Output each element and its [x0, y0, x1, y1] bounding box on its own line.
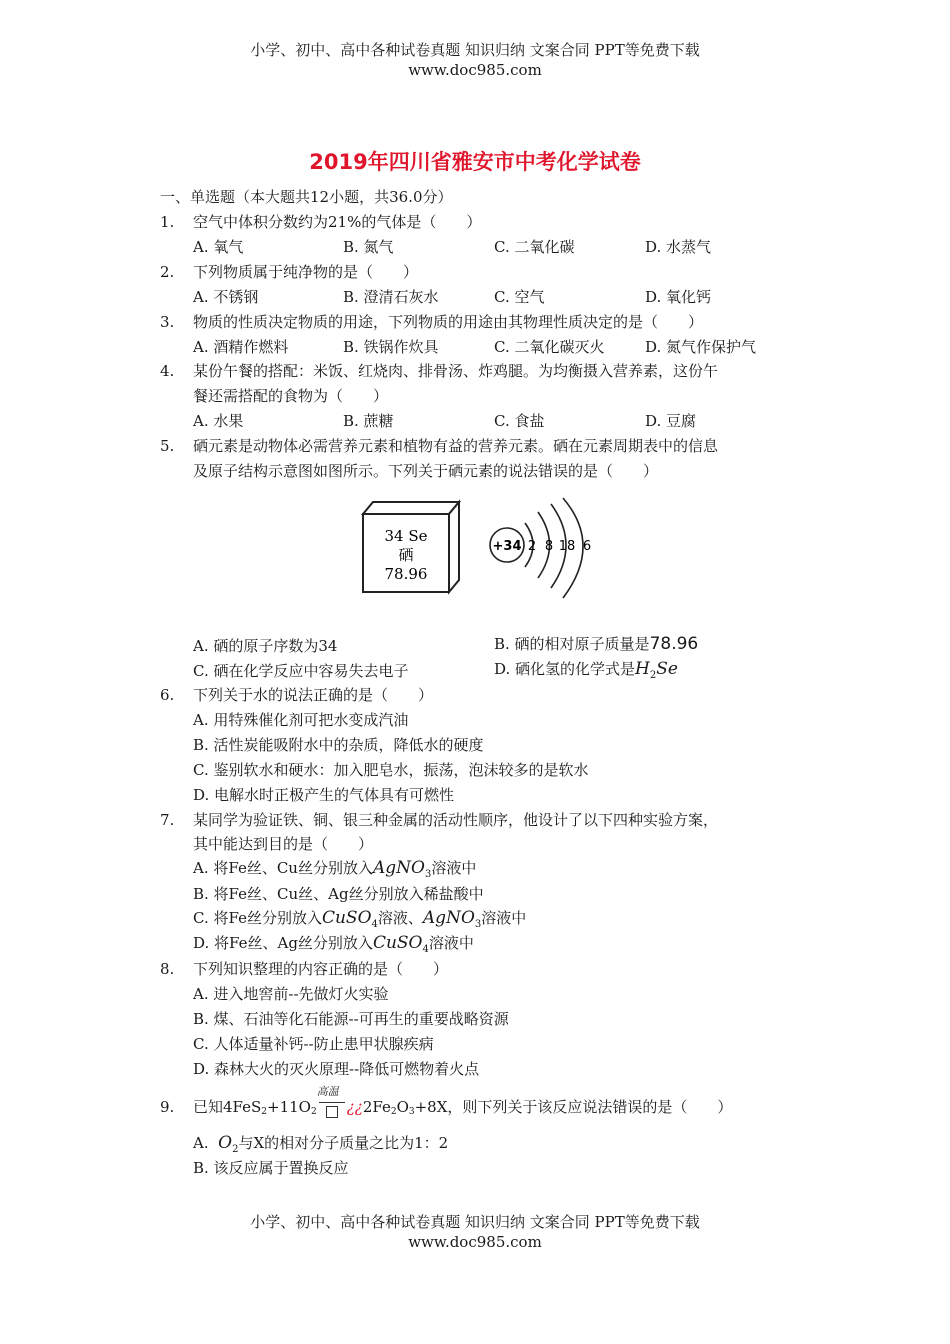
question-text: 某同学为验证铁、铜、银三种金属的活动性顺序，他设计了以下四种实验方案， [193, 811, 719, 829]
garbled-char: ¿ [354, 1098, 363, 1116]
question-number: 7. [160, 811, 175, 829]
arrow-line [319, 1102, 345, 1103]
shell-electrons-4: 6 [582, 539, 592, 554]
option-a[interactable] [193, 858, 476, 885]
option-d[interactable]: D. 氧化钙 [645, 288, 712, 306]
option-c[interactable]: C. 二氧化碳 [494, 238, 575, 256]
option-text: D. 将Fe丝、Ag丝分别放入 [193, 934, 373, 952]
option-text: 溶液中 [431, 859, 477, 877]
option-c[interactable] [193, 908, 526, 935]
option-b[interactable]: B. 该反应属于置换反应 [193, 1159, 349, 1177]
option-c[interactable]: C. 二氧化碳灭火 [494, 338, 605, 356]
reaction-condition: 高温 [316, 1085, 339, 1098]
option-b[interactable] [494, 634, 698, 654]
question-number: 8. [160, 960, 175, 978]
equation-text: 已知4FeS [193, 1098, 262, 1116]
equation-text: +8X，则下列关于该反应说法错误的是（ ） [414, 1098, 733, 1116]
option-text: C. 将Fe丝分别放入 [193, 909, 322, 927]
question-text: 某份午餐的搭配：米饭、红烧肉、排骨汤、炸鸡腿。为均衡摄入营养素，这份午 [193, 362, 719, 380]
equation-text: +11O [267, 1098, 311, 1116]
question-number: 5. [160, 437, 175, 455]
selenium-figure [355, 496, 600, 626]
page-title: 2019年四川省雅安市中考化学试卷 [309, 150, 641, 174]
equation-text: O [396, 1098, 409, 1116]
option-b[interactable]: B. 澄清石灰水 [343, 288, 439, 306]
question-text-line-2: 餐还需搭配的食物为（ ） [193, 387, 389, 405]
formula-part: O [411, 858, 425, 878]
option-a[interactable]: A. 硒的原子序数为34 [193, 637, 338, 655]
formula-part: O [460, 908, 475, 928]
formula-sub: 3 [474, 919, 482, 930]
question-text: 下列物质属于纯净物的是（ ） [193, 263, 419, 281]
formula-sub: 2 [232, 1144, 239, 1155]
shell-electrons-1: 2 [527, 539, 537, 554]
question-text: 硒元素是动物体必需营养元素和植物有益的营养元素。硒在元素周期表中的信息 [193, 437, 719, 455]
section-heading: 一、单选题（本大题共12小题，共36.0分） [160, 188, 453, 206]
option-b[interactable]: B. 煤、石油等化石能源--可再生的重要战略资源 [193, 1010, 509, 1028]
option-b[interactable]: B. 氮气 [343, 238, 394, 256]
option-label: A. [193, 1134, 219, 1152]
formula-part: CuS [372, 933, 409, 953]
footer-line-1: 小学、初中、高中各种试卷真题 知识归纳 文案合同 PPT等免费下载 [250, 1213, 700, 1231]
question-text-line-2: 其中能达到目的是（ ） [193, 835, 374, 853]
option-b[interactable]: B. 活性炭能吸附水中的杂质，降低水的硬度 [193, 736, 484, 754]
formula-part: O [357, 908, 372, 928]
formula-part: CuS [321, 908, 358, 928]
option-c[interactable]: C. 空气 [494, 288, 545, 306]
question-text: 下列关于水的说法正确的是（ ） [193, 686, 434, 704]
formula-part: AgN [422, 908, 461, 928]
footer-line-2[interactable]: www.doc985.com [408, 1233, 542, 1251]
question-number: 4. [160, 362, 175, 380]
option-c[interactable]: C. 鉴别软水和硬水：加入肥皂水，振荡，泡沫较多的是软水 [193, 761, 589, 779]
formula-part: AgN [372, 858, 412, 878]
option-text: 溶液中 [481, 909, 527, 927]
option-a[interactable]: A. 不锈钢 [193, 288, 259, 306]
equation-line [193, 1085, 733, 1122]
option-text: A. 将Fe丝、Cu丝分别放入 [193, 859, 373, 877]
option-d[interactable]: D. 森林大火的灭火原理--降低可燃物着火点 [193, 1060, 480, 1078]
formula-sub: 2 [390, 1107, 397, 1117]
question-text: 空气中体积分数约为21%的气体是（ ） [193, 213, 482, 231]
question-number: 1. [160, 213, 175, 231]
formula-sub: 2 [261, 1107, 268, 1117]
option-b[interactable]: B. 铁锅作炊具 [343, 338, 439, 356]
placeholder-box-icon [326, 1106, 338, 1118]
option-text: 溶液中 [428, 934, 474, 952]
formula-sub: 4 [371, 919, 378, 930]
header-line-1: 小学、初中、高中各种试卷真题 知识归纳 文案合同 PPT等免费下载 [250, 41, 700, 59]
box-side-face [449, 502, 459, 592]
equation-text: 2Fe [362, 1098, 391, 1116]
option-a[interactable]: A. 氧气 [193, 238, 244, 256]
option-d[interactable]: D. 豆腐 [645, 412, 697, 430]
question-text: 物质的性质决定物质的用途，下列物质的用途由其物理性质决定的是（ ） [193, 313, 704, 331]
option-a[interactable]: A. 水果 [193, 412, 244, 430]
option-b[interactable]: B. 蔗糖 [343, 412, 394, 430]
option-a[interactable]: A. 酒精作燃料 [193, 338, 289, 356]
option-d[interactable]: D. 氮气作保护气 [645, 338, 757, 356]
formula-sub: 2 [649, 670, 657, 681]
atomic-mass-value: 78.96 [649, 634, 699, 654]
question-number: 6. [160, 686, 175, 704]
option-b-text: B. 硒的相对原子质量是 [494, 635, 650, 653]
option-c[interactable]: C. 人体适量补钙--防止患甲状腺疾病 [193, 1035, 434, 1053]
question-number: 9. [160, 1098, 175, 1116]
element-diagram [355, 496, 600, 626]
option-a[interactable]: A. 用特殊催化剂可把水变成汽油 [193, 711, 409, 729]
atomic-number-symbol: 34 Se [384, 527, 428, 545]
option-b[interactable]: B. 将Fe丝、Cu丝、Ag丝分别放入稀盐酸中 [193, 885, 484, 903]
box-top-face [363, 502, 459, 514]
option-d[interactable]: D. 水蒸气 [645, 238, 712, 256]
formula-sub: 3 [408, 1107, 415, 1117]
question-text-line-2: 及原子结构示意图如图所示。下列关于硒元素的说法错误的是（ ） [193, 462, 659, 480]
option-text: 与X的相对分子质量之比为1：2 [238, 1134, 449, 1152]
formula-sub: 2 [310, 1107, 317, 1117]
garbled-char: ¿ [346, 1098, 355, 1116]
option-d-text: D. 硒化氢的化学式是 [494, 660, 636, 678]
element-name: 硒 [398, 546, 414, 564]
shell-electrons-3: 18 [558, 539, 576, 554]
formula-part: O [218, 1133, 233, 1153]
header-line-2[interactable]: www.doc985.com [408, 61, 542, 79]
formula-sub: 3 [424, 869, 432, 880]
nucleus-charge: +34 [492, 539, 522, 554]
option-d[interactable] [494, 659, 678, 686]
option-c[interactable]: C. 食盐 [494, 412, 545, 430]
option-c[interactable]: C. 硒在化学反应中容易失去电子 [193, 662, 409, 680]
option-a[interactable] [193, 1133, 448, 1160]
question-text: 下列知识整理的内容正确的是（ ） [193, 960, 449, 978]
question-number: 3. [160, 313, 175, 331]
formula-part: O [408, 933, 423, 953]
option-d[interactable] [193, 933, 474, 960]
shell-electrons-2: 8 [544, 539, 554, 554]
option-a[interactable]: A. 进入地窖前--先做灯火实验 [193, 985, 389, 1003]
atomic-mass: 78.96 [384, 565, 428, 583]
option-text: 溶液、 [377, 909, 423, 927]
reaction-arrow [316, 1085, 347, 1117]
formula-se: Se [656, 659, 678, 679]
option-d[interactable]: D. 电解水时正极产生的气体具有可燃性 [193, 786, 455, 804]
formula-sub: 4 [422, 944, 429, 955]
formula-h: H [635, 659, 650, 679]
question-number: 2. [160, 263, 175, 281]
